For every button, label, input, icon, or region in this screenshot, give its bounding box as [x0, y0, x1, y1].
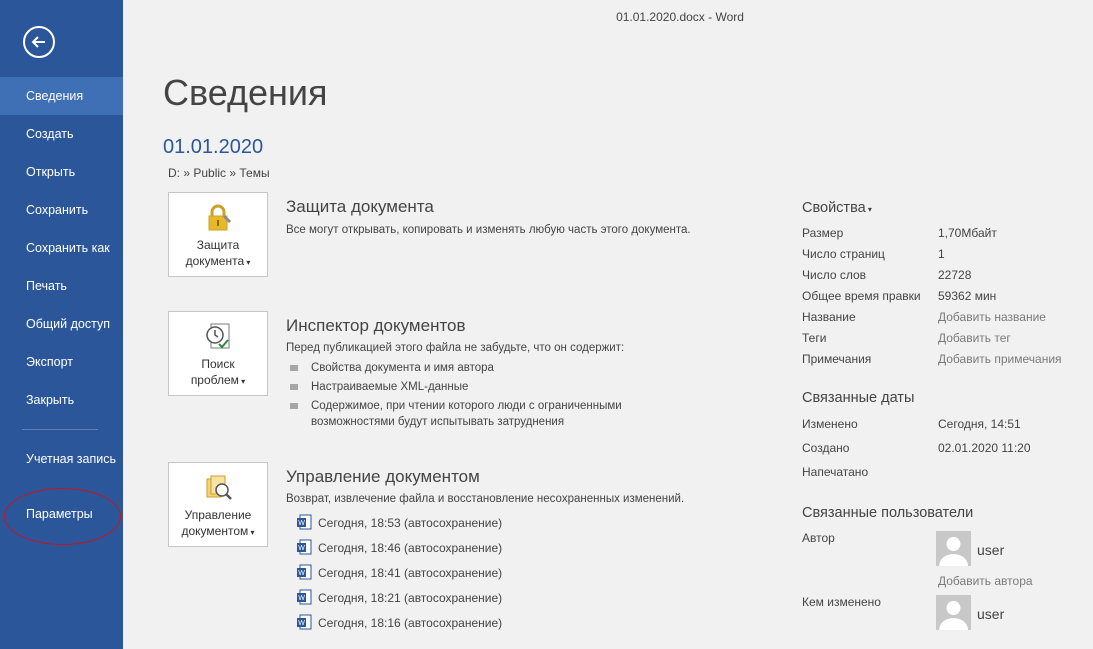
prop-value: 1	[938, 247, 945, 261]
dropdown-caret-icon: ▾	[238, 377, 246, 386]
bullet-marker	[290, 365, 298, 371]
nav-open[interactable]: Открыть	[26, 165, 76, 179]
date-key: Изменено	[802, 417, 858, 431]
word-doc-icon	[296, 614, 312, 630]
word-doc-icon	[296, 564, 312, 580]
backstage-sidebar	[0, 0, 123, 649]
bullet-marker	[290, 384, 298, 390]
version-item[interactable]: Сегодня, 18:53 (автосохранение)	[318, 516, 503, 530]
dates-title: Связанные даты	[802, 390, 915, 406]
protect-tile-line1: Защита	[196, 238, 240, 252]
highlight-circle	[4, 488, 121, 545]
add-title-field[interactable]: Добавить название	[938, 310, 1046, 324]
version-item[interactable]: Сегодня, 18:46 (автосохранение)	[318, 541, 503, 555]
prop-key: Общее время правки	[802, 289, 921, 303]
author-label: Автор	[802, 531, 835, 545]
inspect-bullet-1: Свойства документа и имя автора	[311, 362, 494, 374]
document-path[interactable]: D: » Public » Темы	[168, 166, 270, 180]
dropdown-caret-icon: ▾	[865, 205, 872, 214]
manage-tile-line2: документом	[181, 524, 249, 538]
dropdown-caret-icon: ▾	[244, 258, 251, 267]
svg-text:W: W	[298, 520, 305, 527]
nav-share[interactable]: Общий доступ	[26, 317, 110, 331]
manage-document-button[interactable]	[168, 462, 268, 547]
modified-by-label: Кем изменено	[802, 595, 881, 609]
back-button[interactable]	[23, 26, 55, 58]
nav-close[interactable]: Закрыть	[26, 393, 75, 407]
lock-icon	[203, 203, 233, 233]
manage-desc: Возврат, извлечение файла и восстановление несохраненных изменений.	[286, 493, 685, 505]
user-avatar-icon	[936, 531, 971, 566]
modified-by-name[interactable]: user	[977, 606, 1005, 622]
manage-icon	[203, 473, 233, 503]
author-name[interactable]: user	[977, 542, 1005, 558]
version-item[interactable]: Сегодня, 18:16 (автосохранение)	[318, 616, 503, 630]
add-comments-field[interactable]: Добавить примечания	[938, 352, 1062, 366]
nav-divider	[22, 429, 98, 430]
check-issues-button[interactable]	[168, 311, 268, 396]
nav-settings[interactable]: Параметры	[26, 507, 93, 521]
user-avatar-icon	[936, 595, 971, 630]
date-value: Сегодня, 14:51	[938, 417, 1021, 431]
protect-title: Защита документа	[286, 197, 434, 216]
nav-new[interactable]: Создать	[26, 127, 74, 141]
nav-export[interactable]: Экспорт	[26, 355, 73, 369]
svg-text:W: W	[298, 570, 305, 577]
nav-account[interactable]: Учетная запись	[26, 452, 117, 466]
prop-key: Размер	[802, 226, 844, 240]
nav-save[interactable]: Сохранить	[26, 203, 89, 217]
dropdown-caret-icon: ▾	[248, 528, 255, 537]
nav-info[interactable]: Сведения	[0, 77, 123, 115]
add-author-link[interactable]: Добавить автора	[938, 574, 1033, 588]
date-key: Напечатано	[802, 465, 869, 479]
version-item[interactable]: Сегодня, 18:21 (автосохранение)	[318, 591, 503, 605]
prop-key: Число слов	[802, 268, 867, 282]
inspect-desc: Перед публикацией этого файла не забудьте, что он содержит:	[286, 342, 625, 354]
properties-menu[interactable]	[802, 200, 872, 216]
prop-value: 1,70Мбайт	[938, 226, 997, 240]
page-title: Сведения	[163, 72, 328, 113]
inspect-bullet-2: Настраиваемые XML-данные	[311, 381, 469, 393]
manage-tile-line1: Управление	[184, 508, 252, 522]
word-doc-icon	[296, 514, 312, 530]
inspect-tile-line2: проблем	[190, 373, 239, 387]
prop-key: Число страниц	[802, 247, 885, 261]
protect-document-button[interactable]	[168, 192, 268, 277]
word-doc-icon	[296, 539, 312, 555]
add-tag-field[interactable]: Добавить тег	[938, 331, 1011, 345]
inspect-title: Инспектор документов	[286, 316, 466, 335]
manage-title: Управление документом	[286, 467, 480, 486]
prop-key: Теги	[802, 331, 827, 345]
nav-save-as[interactable]: Сохранить как	[26, 241, 110, 255]
protect-tile-line2: документа	[185, 254, 245, 268]
prop-value: 59362 мин	[938, 289, 997, 303]
svg-text:W: W	[298, 620, 305, 627]
protect-desc: Все могут открывать, копировать и изменять любую часть этого документа.	[286, 224, 691, 236]
svg-text:W: W	[298, 595, 305, 602]
inspect-tile-line1: Поиск	[201, 357, 235, 371]
word-doc-icon	[296, 589, 312, 605]
version-item[interactable]: Сегодня, 18:41 (автосохранение)	[318, 566, 503, 580]
prop-key: Примечания	[802, 352, 872, 366]
window-title: 01.01.2020.docx - Word	[616, 10, 744, 24]
date-key: Создано	[802, 441, 850, 455]
inspect-bullet-3: Содержимое, при чтении которого люди с ограниченными возможностями будут испытывать затруднения	[311, 400, 622, 428]
properties-title: Свойства	[802, 200, 866, 216]
svg-text:W: W	[298, 545, 305, 552]
prop-key: Название	[802, 310, 856, 324]
inspect-icon	[203, 322, 233, 352]
document-name: 01.01.2020	[163, 136, 264, 158]
date-value: 02.01.2020 11:20	[938, 441, 1031, 455]
prop-value: 22728	[938, 268, 972, 282]
people-title: Связанные пользователи	[802, 505, 974, 521]
back-arrow-icon	[29, 32, 49, 52]
nav-print[interactable]: Печать	[26, 279, 67, 293]
bullet-marker	[290, 403, 298, 409]
